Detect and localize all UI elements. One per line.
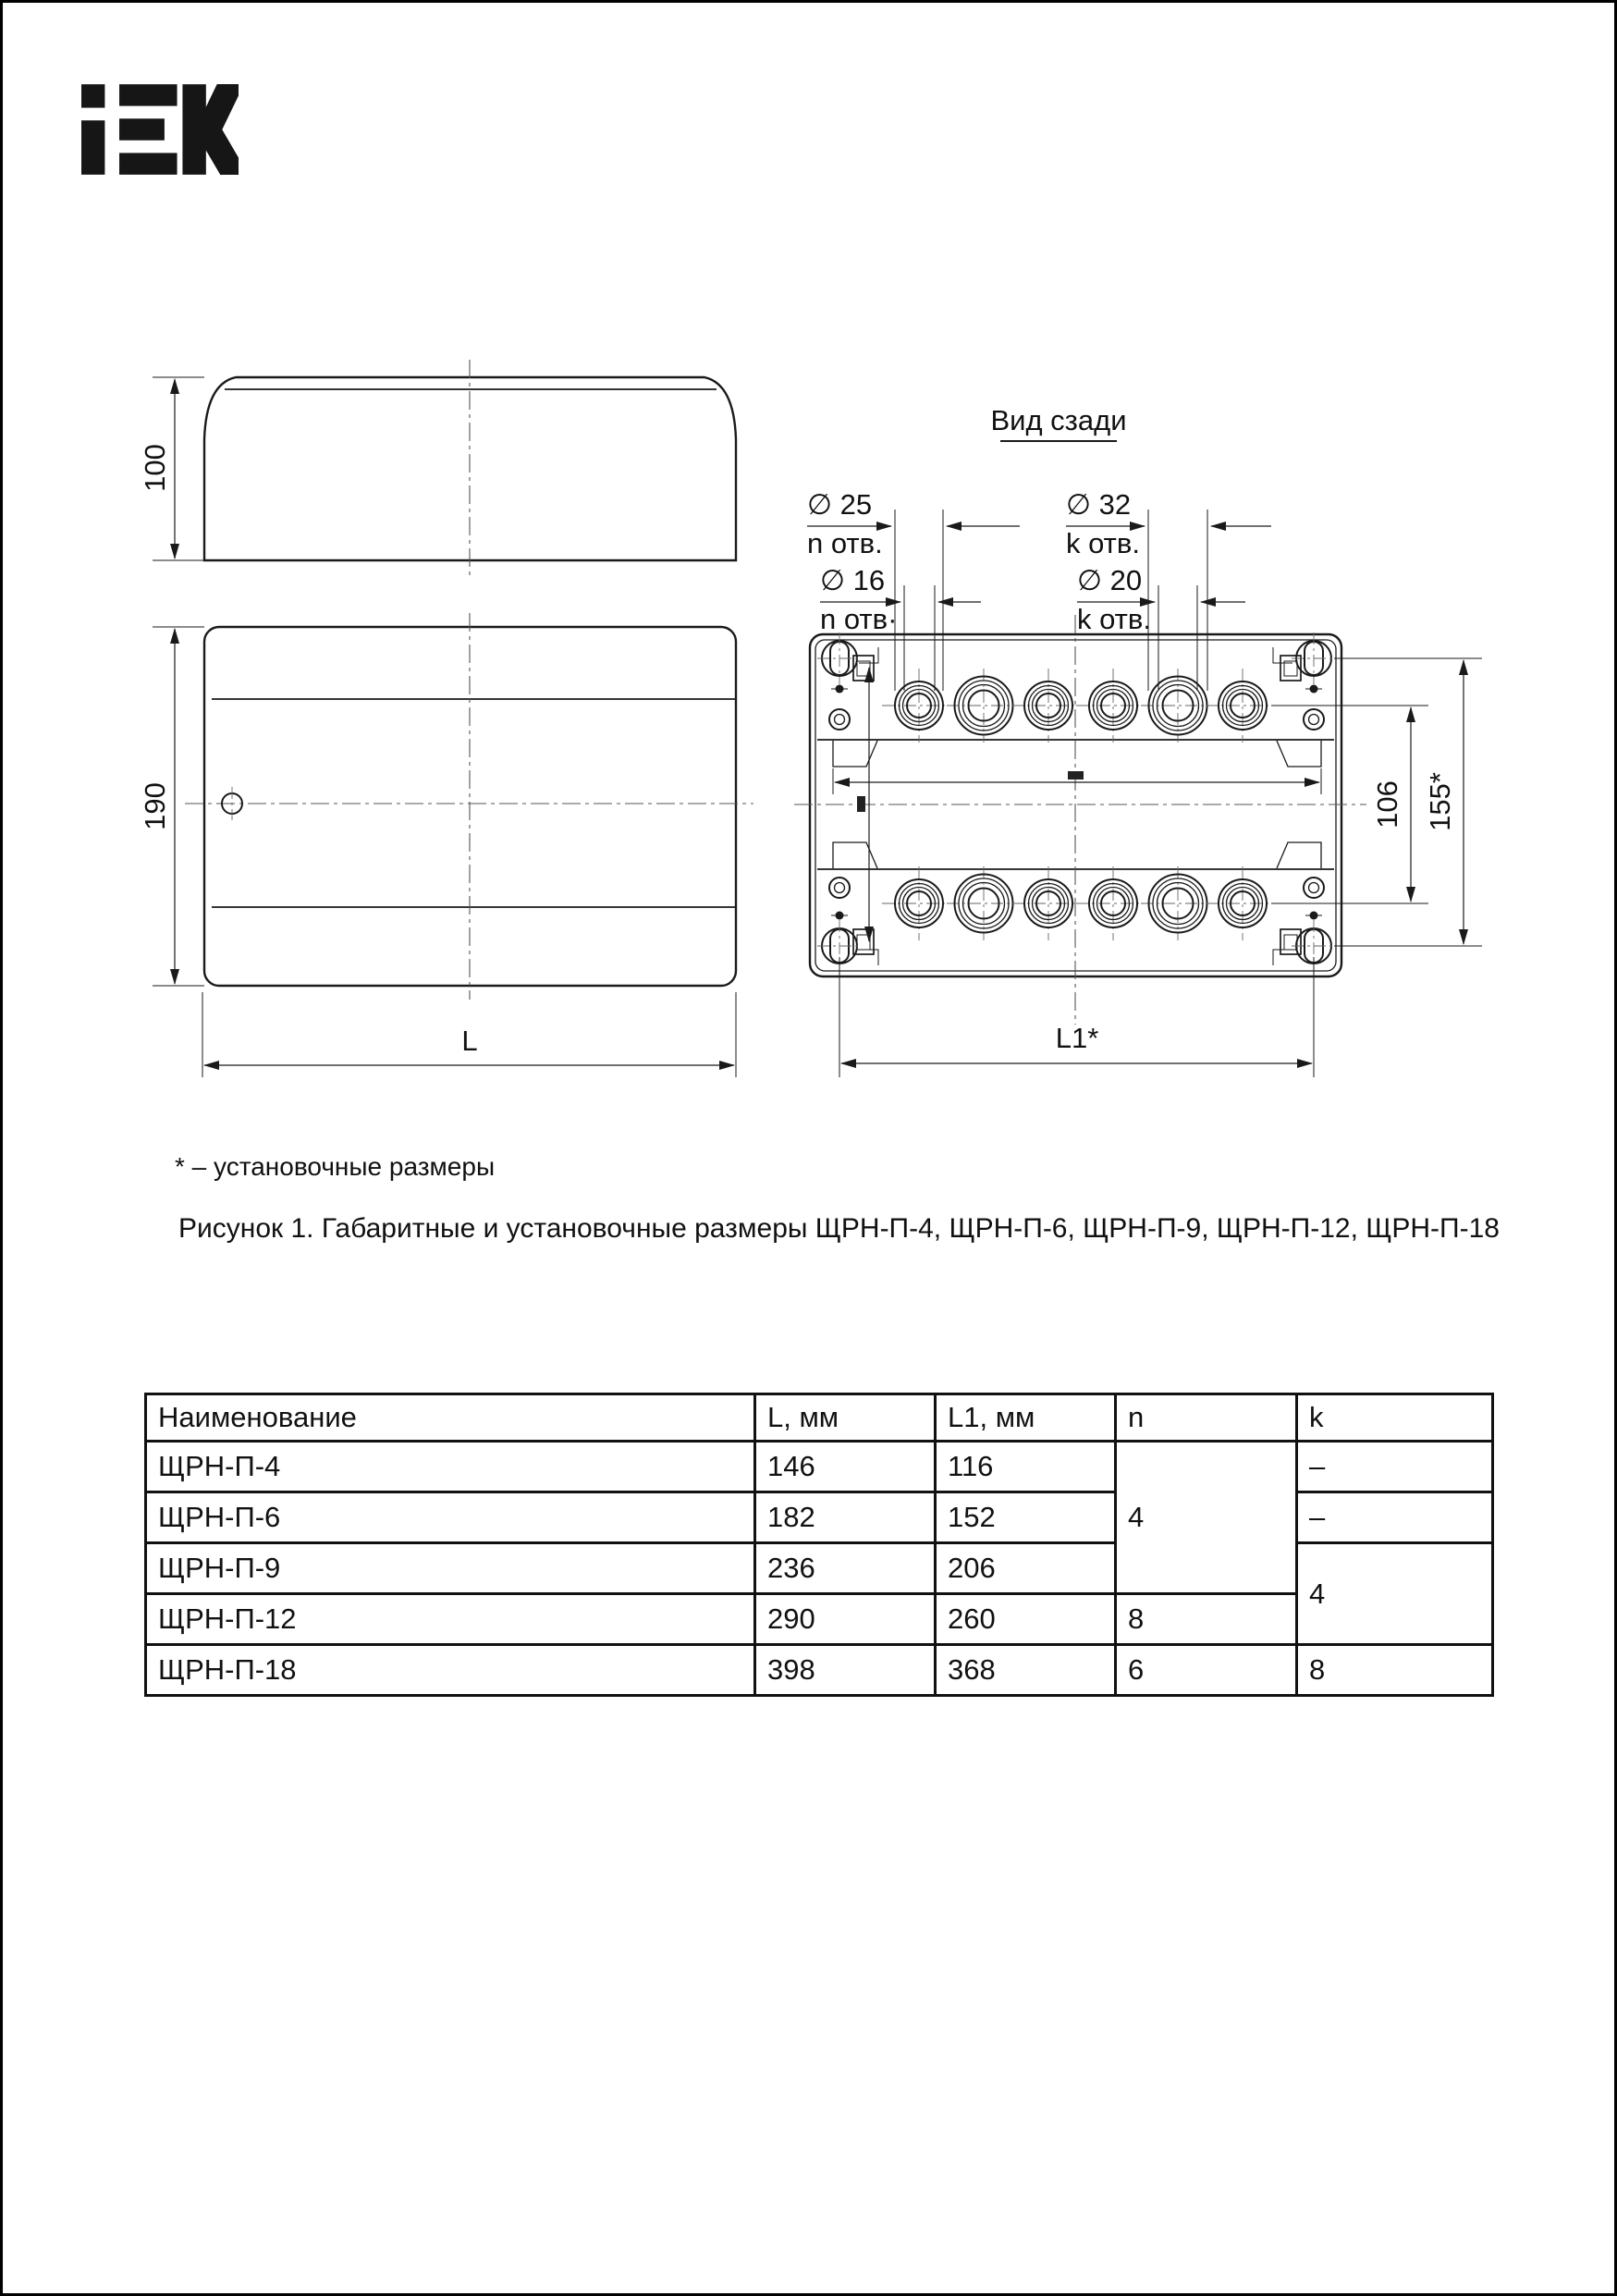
cell-name: ЩРН-П-6	[146, 1492, 755, 1543]
table-header-row	[146, 1394, 1493, 1442]
col-header-n: n	[1116, 1394, 1297, 1442]
cell-l1: 368	[936, 1645, 1116, 1696]
cell-n: 8	[1116, 1594, 1297, 1645]
callout-d16: ∅ 16	[820, 564, 886, 596]
tiny-dim-label	[857, 796, 865, 812]
table-row	[146, 1645, 1493, 1696]
table-row	[146, 1442, 1493, 1492]
rear-view	[794, 404, 1482, 1077]
dim-rear-width: L1*	[1055, 1022, 1099, 1054]
knockout-hole	[1076, 669, 1150, 743]
callout-d32: ∅ 32	[1066, 488, 1132, 521]
dim-side-height: 100	[139, 444, 171, 492]
callout-d25: ∅ 25	[807, 488, 873, 521]
knockout-hole	[1206, 669, 1280, 743]
cell-name: ЩРН-П-9	[146, 1543, 755, 1594]
cell-l1: 152	[936, 1492, 1116, 1543]
knockout-hole	[1076, 866, 1150, 940]
cell-l: 146	[755, 1442, 936, 1492]
knockout-hole	[1206, 866, 1280, 940]
knockout-hole	[947, 866, 1021, 940]
figure-caption: Рисунок 1. Габаритные и установочные размеры ЩРН-П-4, ЩРН-П-6, ЩРН-П-9, ЩРН-П-12, ЩРН-П-18	[178, 1213, 1500, 1244]
hole-callouts	[807, 488, 1271, 691]
cell-name: ЩРН-П-4	[146, 1442, 755, 1492]
tiny-dim-label	[1068, 771, 1084, 780]
knockout-hole	[882, 866, 956, 940]
knockout-hole	[882, 669, 956, 743]
dimensions-table	[144, 1393, 1494, 1697]
side-view	[139, 360, 736, 577]
cell-l: 290	[755, 1594, 936, 1645]
cell-n: 4	[1116, 1442, 1297, 1594]
cell-k: 8	[1297, 1645, 1493, 1696]
cell-name: ЩРН-П-18	[146, 1645, 755, 1696]
cell-l1: 116	[936, 1442, 1116, 1492]
figure-footnote: * – установочные размеры	[175, 1152, 496, 1181]
knockout-hole	[947, 669, 1021, 743]
cell-l1: 206	[936, 1543, 1116, 1594]
knockout-hole	[1141, 669, 1215, 743]
knockout-hole	[1011, 669, 1085, 743]
col-header-l: L, мм	[755, 1394, 936, 1442]
cell-l1: 260	[936, 1594, 1116, 1645]
cell-k: 4	[1297, 1543, 1493, 1645]
cell-l: 236	[755, 1543, 936, 1594]
dim-front-height: 190	[139, 782, 171, 830]
callout-d32-count: k отв.	[1066, 527, 1140, 559]
front-view	[139, 613, 753, 1077]
knockout-hole	[1141, 866, 1215, 940]
callout-d16-count: n отв·	[820, 603, 898, 635]
dim-front-width: L	[461, 1025, 478, 1057]
table-row	[146, 1594, 1493, 1645]
cell-k: –	[1297, 1442, 1493, 1492]
knockout-hole	[1011, 866, 1085, 940]
cell-n: 6	[1116, 1645, 1297, 1696]
dim-hole-rows: 106	[1371, 780, 1403, 829]
callout-d20-count: k отв.	[1077, 603, 1151, 635]
col-header-name: Наименование	[146, 1394, 755, 1442]
cell-name: ЩРН-П-12	[146, 1594, 755, 1645]
callout-d25-count: n отв.	[807, 527, 883, 559]
cell-l: 398	[755, 1645, 936, 1696]
col-header-l1: L1, мм	[936, 1394, 1116, 1442]
cell-k: –	[1297, 1492, 1493, 1543]
callout-d20: ∅ 20	[1077, 564, 1143, 596]
dim-mount-height: 155*	[1424, 772, 1456, 831]
rear-view-title: Вид сзади	[990, 404, 1127, 436]
col-header-k: k	[1297, 1394, 1493, 1442]
figure-drawing	[3, 3, 1617, 2296]
cell-l: 182	[755, 1492, 936, 1543]
